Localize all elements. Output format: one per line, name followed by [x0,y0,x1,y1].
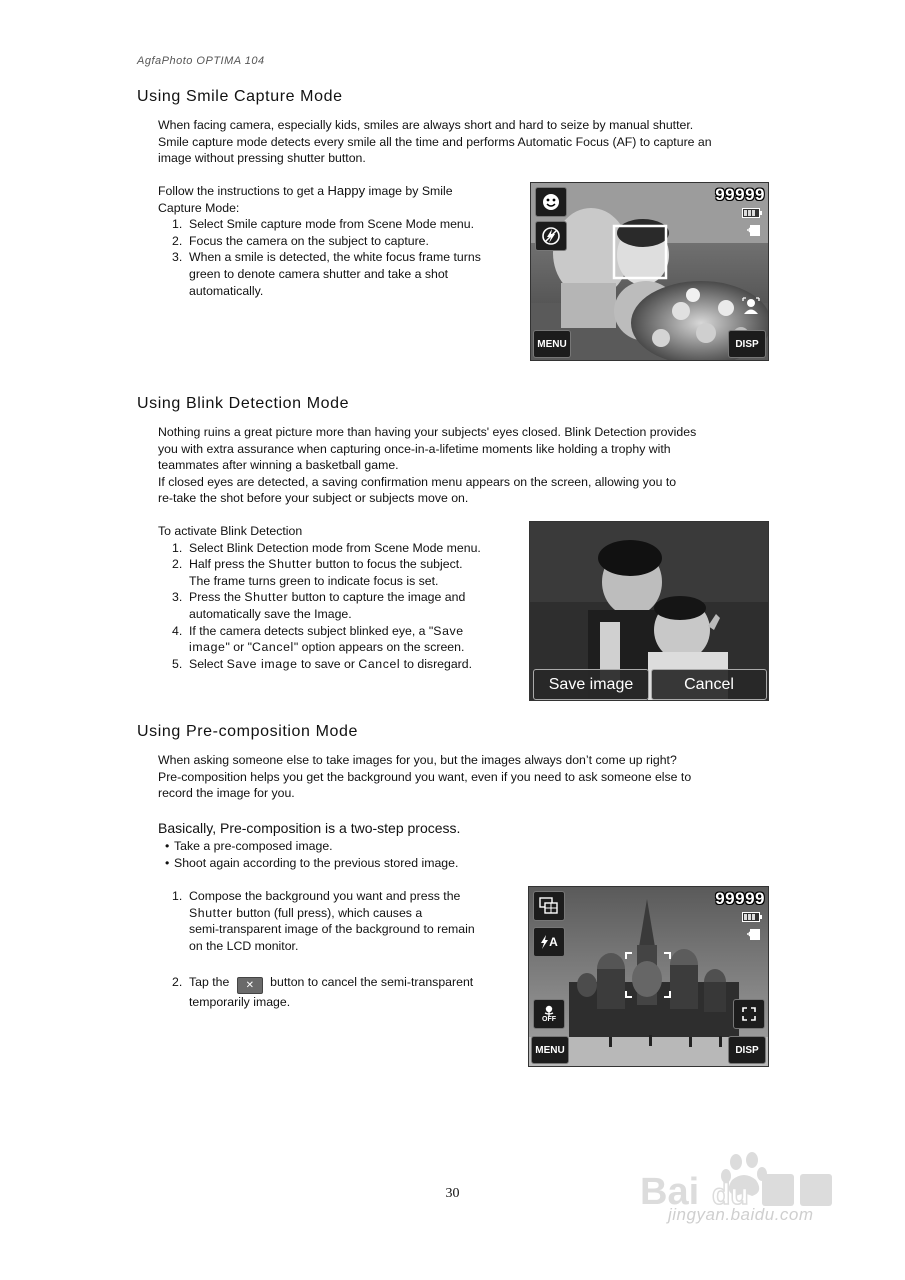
smile-step-cont: automatically. [189,283,264,298]
face-detect-icon [742,297,760,315]
blink-step-cont: image" or "Cancel" option appears on the screen. [189,640,465,655]
smile-step: 3. When a smile is detected, the white focus frame turns [172,250,481,265]
precomp-step-cont: temporarily image. [189,995,291,1010]
macro-flower-icon [543,1005,555,1016]
save-image-button[interactable]: Save image [533,669,649,700]
blink-intro-line: you with extra assurance when capturing once-in-a-lifetime moments like holding a trophy with [158,441,671,456]
smile-follow-line: Capture Mode: [158,200,240,215]
disp-button[interactable]: DISP [728,1036,766,1064]
memory-card-icon [746,223,762,237]
smile-intro-line: Smile capture mode detects every smile all the time and performs Automatic Focus (AF) to capture an [158,134,712,149]
precomp-step-cont: on the LCD monitor. [189,938,299,953]
smile-face-icon [541,192,561,212]
precomp-basically: Basically, Pre-composition is a two-step process. [158,820,461,836]
precomp-bullets [158,838,458,871]
running-header: AgfaPhoto OPTIMA 104 [137,55,265,67]
smile-mode-icon[interactable] [535,187,567,217]
blink-intro-line: teammates after winning a basketball game. [158,458,399,473]
flash-icon [540,935,549,949]
svg-text:Bai: Bai [640,1171,700,1213]
page-number: 30 [445,1186,460,1201]
blink-instructions [158,523,518,672]
smile-section-title: Using Smile Capture Mode [137,88,343,105]
smile-step-cont: green to denote camera shutter and take a shot [189,266,449,281]
menu-button[interactable]: MENU [531,1036,569,1064]
blink-step-cont: automatically save the Image. [189,606,352,621]
precomp-intro-line: When asking someone else to take images for you, but the images always don’t come up right? [158,753,677,767]
smile-intro-line: image without pressing shutter button. [158,151,366,166]
svg-text:du: du [712,1178,749,1211]
blink-intro-line: Nothing ruins a great picture more than having your subjects' eyes closed. Blink Detection provides [158,425,697,439]
watermark-url: jingyan.baidu.com [668,1205,814,1224]
blink-step-cont: The frame turns green to indicate focus is set. [189,573,439,588]
blink-intro [158,424,696,507]
shots-remaining: 99999 [715,185,765,204]
smile-intro-line: When facing camera, especially kids, smiles are always short and hard to seize by manual shutter. [158,118,694,132]
bullet-item: • Shoot again according to the previous stored image. [165,855,459,870]
blink-step: 1. Select Blink Detection mode from Scene Mode menu. [172,540,481,555]
disp-button[interactable]: DISP [728,330,766,358]
blink-section-title: Using Blink Detection Mode [137,395,350,412]
precomp-steps [158,888,518,1011]
smile-step: 2. Focus the camera on the subject to capture. [172,233,429,248]
smile-intro [158,117,712,167]
smile-follow-line: Follow the instructions to get a Happy image by Smile [158,183,453,198]
precomp-section-title: Using Pre-composition Mode [137,723,359,740]
blink-step: 3. Press the Shutter button to capture the image and [172,590,466,605]
blink-camera-screen [529,521,769,701]
blink-activate: To activate Blink Detection [158,524,303,538]
precomp-camera-screen [528,886,769,1067]
blink-step: 4. If the camera detects subject blinked eye, a "Save [172,623,464,638]
memory-card-icon [746,927,762,941]
blink-intro-line: re-take the shot before your subject or subjects move on. [158,491,469,506]
smile-step: 1. Select Smile capture mode from Scene Mode menu. [172,217,475,232]
precomp-step: 2. Tap the ✕ button to cancel the semi-transparent [158,974,518,994]
macro-off-button[interactable] [533,999,565,1029]
precomp-step-cont: Shutter button (full press), which causes a [189,905,423,920]
shots-remaining: 99999 [715,889,765,908]
battery-icon [742,912,760,922]
flash-auto-label: A [549,935,558,949]
battery-icon [742,208,760,218]
precomp-intro-line: Pre-composition helps you get the background you want, even if you need to ask someone else to [158,769,692,784]
macro-off-label: OFF [542,1016,556,1023]
stacked-frames-icon [539,897,559,915]
bullet-item: • Take a pre-composed image. [165,839,333,853]
focus-brackets-icon [742,1007,756,1021]
flash-off-icon [541,226,561,246]
precomp-mode-icon[interactable] [533,891,565,921]
cancel-button[interactable]: Cancel [651,669,767,700]
blink-intro-line: If closed eyes are detected, a saving confirmation menu appears on the screen, allowing you to [158,474,677,489]
precomp-step: 1. Compose the background you want and press the [172,889,461,903]
focus-frame-button[interactable] [733,999,765,1029]
smile-instructions [158,183,520,299]
menu-button[interactable]: MENU [533,330,571,358]
baidu-watermark-logo [640,1152,870,1247]
blink-step: 2. Half press the Shutter button to focus the subject. [172,557,463,572]
smile-camera-screen [530,182,769,361]
blink-step: 5. Select Save image to save or Cancel to disregard. [172,656,473,671]
flash-auto-button[interactable] [533,927,565,957]
flash-off-button[interactable] [535,221,567,251]
cancel-overlay-icon: ✕ [237,977,263,994]
precomp-step-cont: semi-transparent image of the background to remain [189,922,475,937]
precomp-intro-line: record the image for you. [158,786,295,801]
precomp-intro [158,752,691,802]
